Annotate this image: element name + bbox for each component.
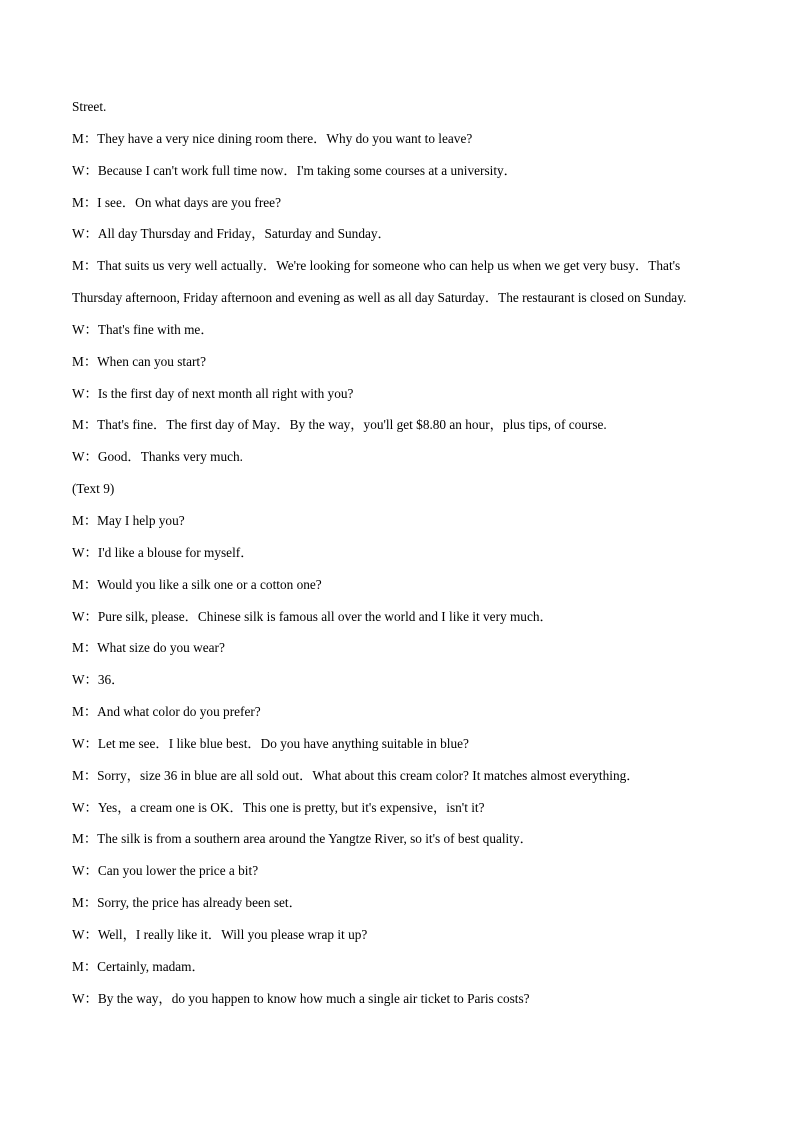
- dialogue-line: M：That's fine．The first day of May．By the way，you'll get $8.80 an hour，plus tips, of course.: [72, 417, 607, 433]
- text-line: Street.: [72, 99, 107, 114]
- dialogue-line: M：They have a very nice dining room there．Why do you want to leave?: [72, 130, 473, 146]
- dialogue-line: M：When can you start?: [72, 353, 207, 369]
- dialogue-line: M：Would you like a silk one or a cotton one?: [72, 576, 322, 592]
- dialogue-line: M：Sorry, the price has already been set．: [72, 895, 302, 911]
- dialogue-line: W：Pure silk, please．Chinese silk is famous all over the world and I like it very much．: [72, 608, 553, 624]
- dialogue-line: W：Because I can't work full time now．I'm taking some courses at a university．: [72, 162, 517, 178]
- dialogue-line: W：Well，I really like it．Will you please wrap it up?: [72, 926, 368, 942]
- dialogue-line: W：Let me see．I like blue best．Do you have anything suitable in blue?: [72, 735, 469, 751]
- dialogue-line: M：The silk is from a southern area around the Yangtze River, so it's of best quality．: [72, 831, 533, 847]
- dialogue-line: M：What size do you wear?: [72, 640, 225, 656]
- dialogue-line: M：I see．On what days are you free?: [72, 194, 281, 210]
- dialogue-line: W：By the way，do you happen to know how much a single air ticket to Paris costs?: [72, 990, 530, 1006]
- document-page: [72, 99, 752, 1022]
- section-heading: (Text 9): [72, 481, 115, 497]
- dialogue-line: M：Certainly, madam．: [72, 958, 205, 974]
- dialogue-line: M：May I help you?: [72, 512, 185, 528]
- dialogue-line: W：All day Thursday and Friday，Saturday and Sunday．: [72, 226, 391, 242]
- dialogue-line: W：Yes，a cream one is OK．This one is pretty, but it's expensive，isn't it?: [72, 799, 485, 815]
- dialogue-line: M：Sorry，size 36 in blue are all sold out．What about this cream color? It matches almost everything．: [72, 767, 640, 783]
- dialogue-line: W：Good．Thanks very much.: [72, 449, 243, 465]
- dialogue-line: W：Is the first day of next month all right with you?: [72, 385, 354, 401]
- dialogue-line: M：That suits us very well actually．We're looking for someone who can help us when we get very busy．That's: [72, 258, 681, 274]
- dialogue-line: W：36．: [72, 672, 125, 688]
- dialogue-line: W：Can you lower the price a bit?: [72, 863, 259, 879]
- dialogue-line: W：That's fine with me．: [72, 321, 214, 337]
- dialogue-line-continuation: Thursday afternoon, Friday afternoon and evening as well as all day Saturday．The restaurant is closed on Sunday.: [72, 290, 687, 306]
- dialogue-line: M：And what color do you prefer?: [72, 704, 261, 720]
- dialogue-line: W：I'd like a blouse for myself．: [72, 544, 254, 560]
